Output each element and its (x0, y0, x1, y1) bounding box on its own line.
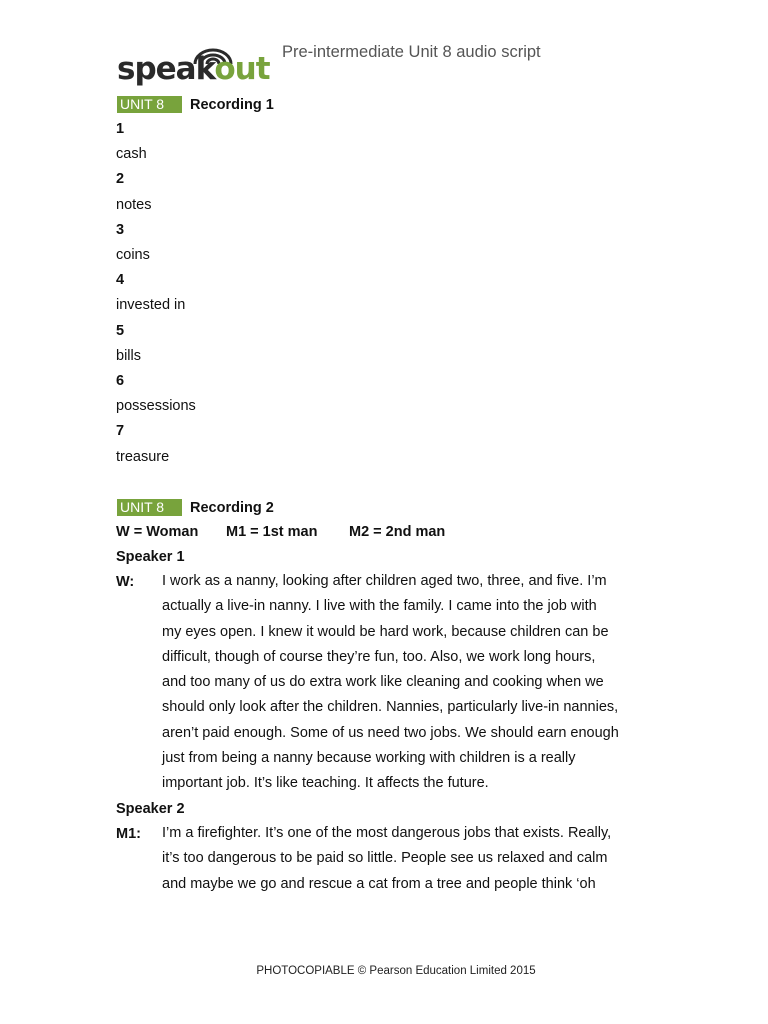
recording-1-heading (0, 95, 274, 114)
logo-out-text: out (214, 51, 270, 87)
unit-badge: UNIT 8 (117, 96, 182, 113)
legend-item: M2 = 2nd man (349, 524, 446, 540)
footer-copyright: PHOTOCOPIABLE © Pearson Education Limited 2015 (256, 965, 536, 977)
legend-item: M1 = 1st man (226, 524, 318, 540)
speaker-label: W: (116, 574, 135, 590)
recording-title: Recording 1 (190, 96, 274, 113)
answer-word: coins (116, 247, 150, 263)
transcript-line: important job. It’s like teaching. It affects the future. (162, 775, 489, 792)
transcript-line: just from being a nanny because working with children is a really (162, 750, 576, 767)
answer-word: cash (116, 146, 147, 163)
speaker-2-transcript (162, 821, 662, 897)
answer-number: 4 (116, 272, 125, 289)
answer-number: 1 (116, 121, 125, 137)
document-title: Pre-intermediate Unit 8 audio script (282, 43, 541, 61)
answer-word: treasure (116, 448, 170, 465)
transcript-line: aren’t paid enough. Some of us need two jobs. We should earn enough (162, 724, 619, 741)
answer-word: notes (116, 196, 152, 213)
answer-number: 6 (116, 373, 125, 389)
transcript-line: and too many of us do extra work like cleaning and cooking when we (162, 674, 604, 691)
speaker-heading: Speaker 2 (116, 801, 185, 817)
unit-badge: UNIT 8 (117, 499, 182, 516)
transcript-line: and maybe we go and rescue a cat from a tree and people think ‘oh (162, 875, 596, 892)
transcript-line: I’m a firefighter. It’s one of the most dangerous jobs that exists. Really, (162, 825, 612, 841)
transcript-line: I work as a nanny, looking after children aged two, three, and five. I’m (162, 573, 607, 589)
answer-word: possessions (116, 398, 196, 415)
legend-item: W = Woman (116, 524, 199, 540)
answer-number: 2 (116, 171, 125, 188)
page-footer (0, 965, 768, 977)
speakout-logo (117, 44, 277, 92)
transcript-line: difficult, though of course they’re fun, too. Also, we work long hours, (162, 648, 596, 665)
speaker-label: M1: (116, 826, 141, 842)
answer-word: invested in (116, 297, 186, 314)
recording-title: Recording 2 (190, 499, 274, 516)
transcript-line: should only look after the children. Nannies, particularly live-in nannies, (162, 699, 619, 716)
transcript-line: actually a live-in nanny. I live with the family. I came into the job with (162, 598, 597, 615)
transcript-line: it’s too dangerous to be paid so little. People see us relaxed and calm (162, 850, 608, 867)
answer-number: 5 (116, 322, 125, 339)
transcript-line: my eyes open. I knew it would be hard work, because children can be (162, 623, 609, 640)
recording-2-heading (0, 498, 274, 517)
speaker-heading: Speaker 1 (116, 549, 185, 565)
answer-number: 7 (116, 423, 125, 440)
answer-number: 3 (116, 221, 125, 238)
logo-speak-text: speak (117, 51, 215, 87)
speaker-legend (0, 524, 768, 544)
answer-word: bills (116, 347, 141, 364)
speaker-1-transcript (162, 569, 662, 797)
